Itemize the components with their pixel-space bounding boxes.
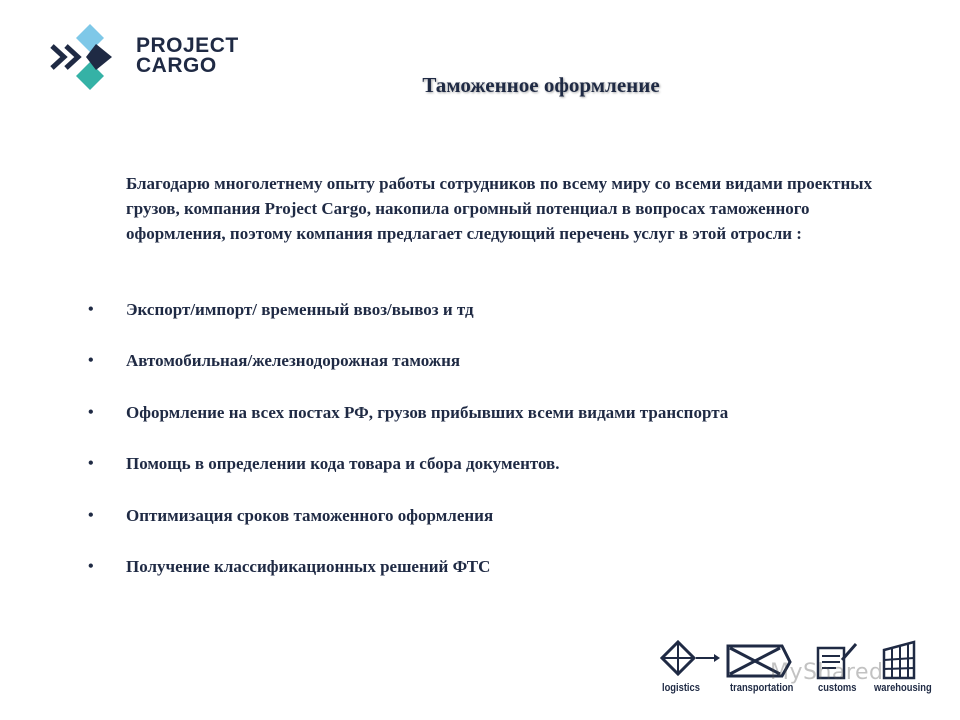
footer-logistics [660, 640, 724, 700]
watermark: MyShared [770, 660, 884, 685]
customs-label: customs [818, 682, 857, 694]
service-text: Получение классификационных решений ФТС [126, 556, 491, 576]
bullet-icon: • [88, 506, 94, 524]
logo-line2: CARGO [136, 54, 217, 77]
page-title: Таможенное оформление [422, 73, 660, 97]
service-text: Автомобильная/железнодорожная таможня [126, 351, 461, 371]
globe-arrow-icon [660, 640, 724, 682]
logo-text [136, 36, 239, 76]
list-item [88, 298, 728, 349]
list-item [88, 349, 728, 400]
intro-paragraph: Благодарю многолетнему опыту работы сотрудников по всему миру со всеми видами проектных грузов, компания Project Cargo, накопила огромный потенциал в вопросах таможенного оформления, поэтому компания предлагает следующий перечень услуг в этой отросли : [126, 174, 873, 243]
services-list [88, 298, 728, 606]
bullet-icon: • [88, 557, 94, 575]
logo-line1: PROJECT [136, 34, 239, 57]
service-text: Оптимизация сроков таможенного оформления [126, 505, 494, 525]
list-item [88, 452, 728, 503]
service-text: Оформление на всех постах РФ, грузов прибывших всеми видами транспорта [126, 402, 729, 422]
logistics-label: logistics [662, 682, 700, 694]
service-text: Помощь в определении кода товара и сбора документов. [126, 454, 560, 474]
bullet-icon: • [88, 455, 94, 473]
bullet-icon: • [88, 301, 94, 318]
list-item [88, 555, 728, 606]
bullet-icon: • [88, 403, 94, 421]
list-item [88, 401, 728, 452]
list-item [88, 504, 728, 555]
service-text: Экспорт/импорт/ временный ввоз/вывоз и тд [126, 300, 474, 319]
warehousing-label: warehousing [874, 682, 932, 694]
transportation-label: transportation [730, 682, 794, 694]
bullet-icon: • [88, 352, 94, 370]
